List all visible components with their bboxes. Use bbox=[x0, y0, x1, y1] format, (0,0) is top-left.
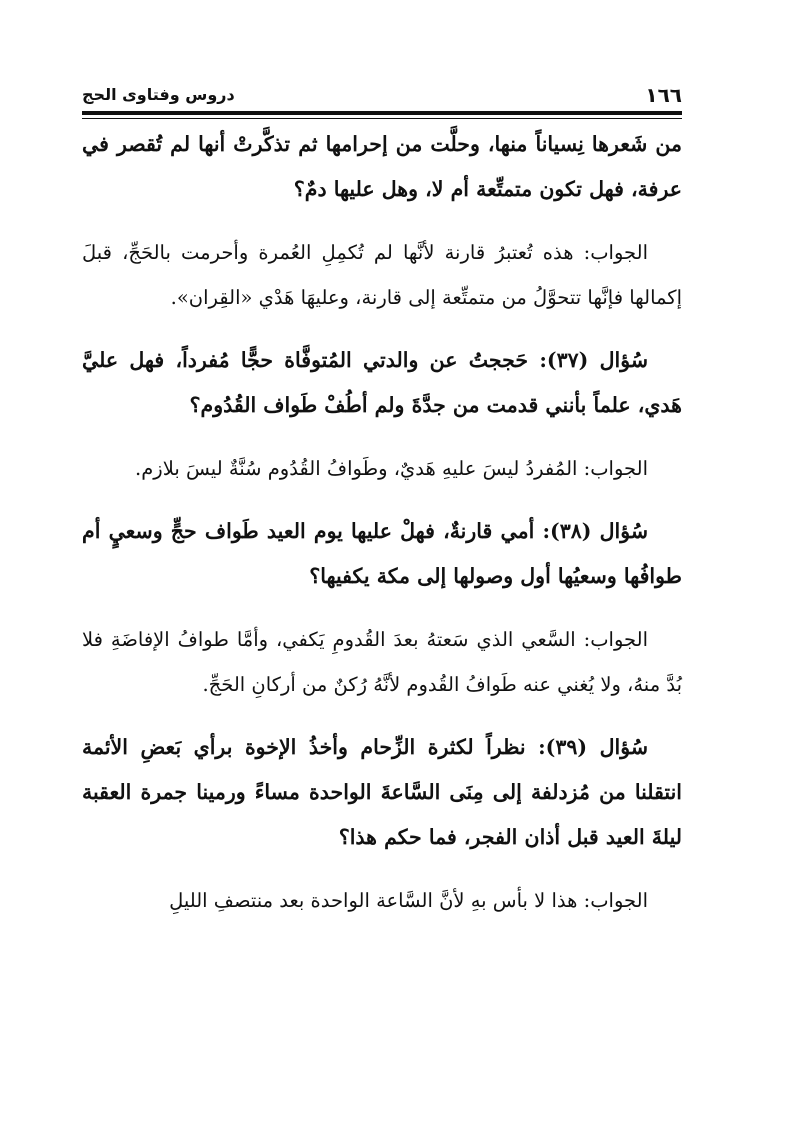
page-header bbox=[82, 82, 682, 108]
running-title: دروس وفتاوى الحج bbox=[82, 85, 235, 104]
question-38: سُؤال (٣٨): أمي قارنةٌ، فهلْ عليها يوم العيد طَواف حجٍّ وسعيٍ أم طوافُها وسعيُها أول وصولها إلى مكة يكفيها؟ bbox=[82, 519, 682, 588]
question-continuation: من شَعرها نِسياناً منها، وحلَّت من إحرامها ثم تذكَّرتْ أنها لم تُقصر في عرفة، فهل تكون متمتِّعة أم لا، وهل عليها دمٌ؟ bbox=[82, 132, 682, 201]
answer-paragraph: الجواب: السَّعي الذي سَعتهُ بعدَ القُدومِ يَكفي، وأمَّا طوافُ الإفاضَةِ فلا بُدَّ منهُ، ولا يُغني عنه طَوافُ القُدوم لأنَّهُ رُكنٌ من أركانِ الحَجِّ. bbox=[82, 628, 682, 696]
header-rule-thin bbox=[82, 118, 682, 119]
answer-paragraph: الجواب: هذا لا بأس بهِ لأنَّ السَّاعة الواحدة بعد منتصفِ الليلِ bbox=[169, 889, 648, 912]
answer-paragraph: الجواب: هذه تُعتبرُ قارنة لأنَّها لم تُكمِلِ العُمرة وأحرمت بالحَجِّ، قبلَ إكمالها فإنَّها تتحوَّلُ من متمتِّعة إلى قارنة، وعليهَا هَدْي «القِران». bbox=[82, 241, 682, 309]
question-39: سُؤال (٣٩): نظراً لكثرة الزِّحام وأخذُ الإخوة برأي بَعضِ الأئمة انتقلنا من مُزدلفة إلى مِنَى السَّاعةَ الواحدة مساءً ورمينا جمرة العقبة ليلةَ العيد قبل أذان الفجر، فما حكم هذا؟ bbox=[82, 735, 682, 849]
question-37: سُؤال (٣٧): حَججتُ عن والدتي المُتوفَّاة حجًّا مُفرداً، فهل عليَّ هَدي، علماً بأنني قدمت من جدَّةَ ولم أطُفْ طَواف القُدُوم؟ bbox=[82, 348, 682, 417]
page-body bbox=[82, 122, 682, 923]
header-rule-thick bbox=[82, 111, 682, 115]
answer-paragraph: الجواب: المُفردُ ليسَ عليهِ هَديٌ، وطَوافُ القُدُوم سُنَّةٌ ليسَ بلازم. bbox=[135, 457, 648, 480]
page-number: ١٦٦ bbox=[645, 83, 682, 107]
